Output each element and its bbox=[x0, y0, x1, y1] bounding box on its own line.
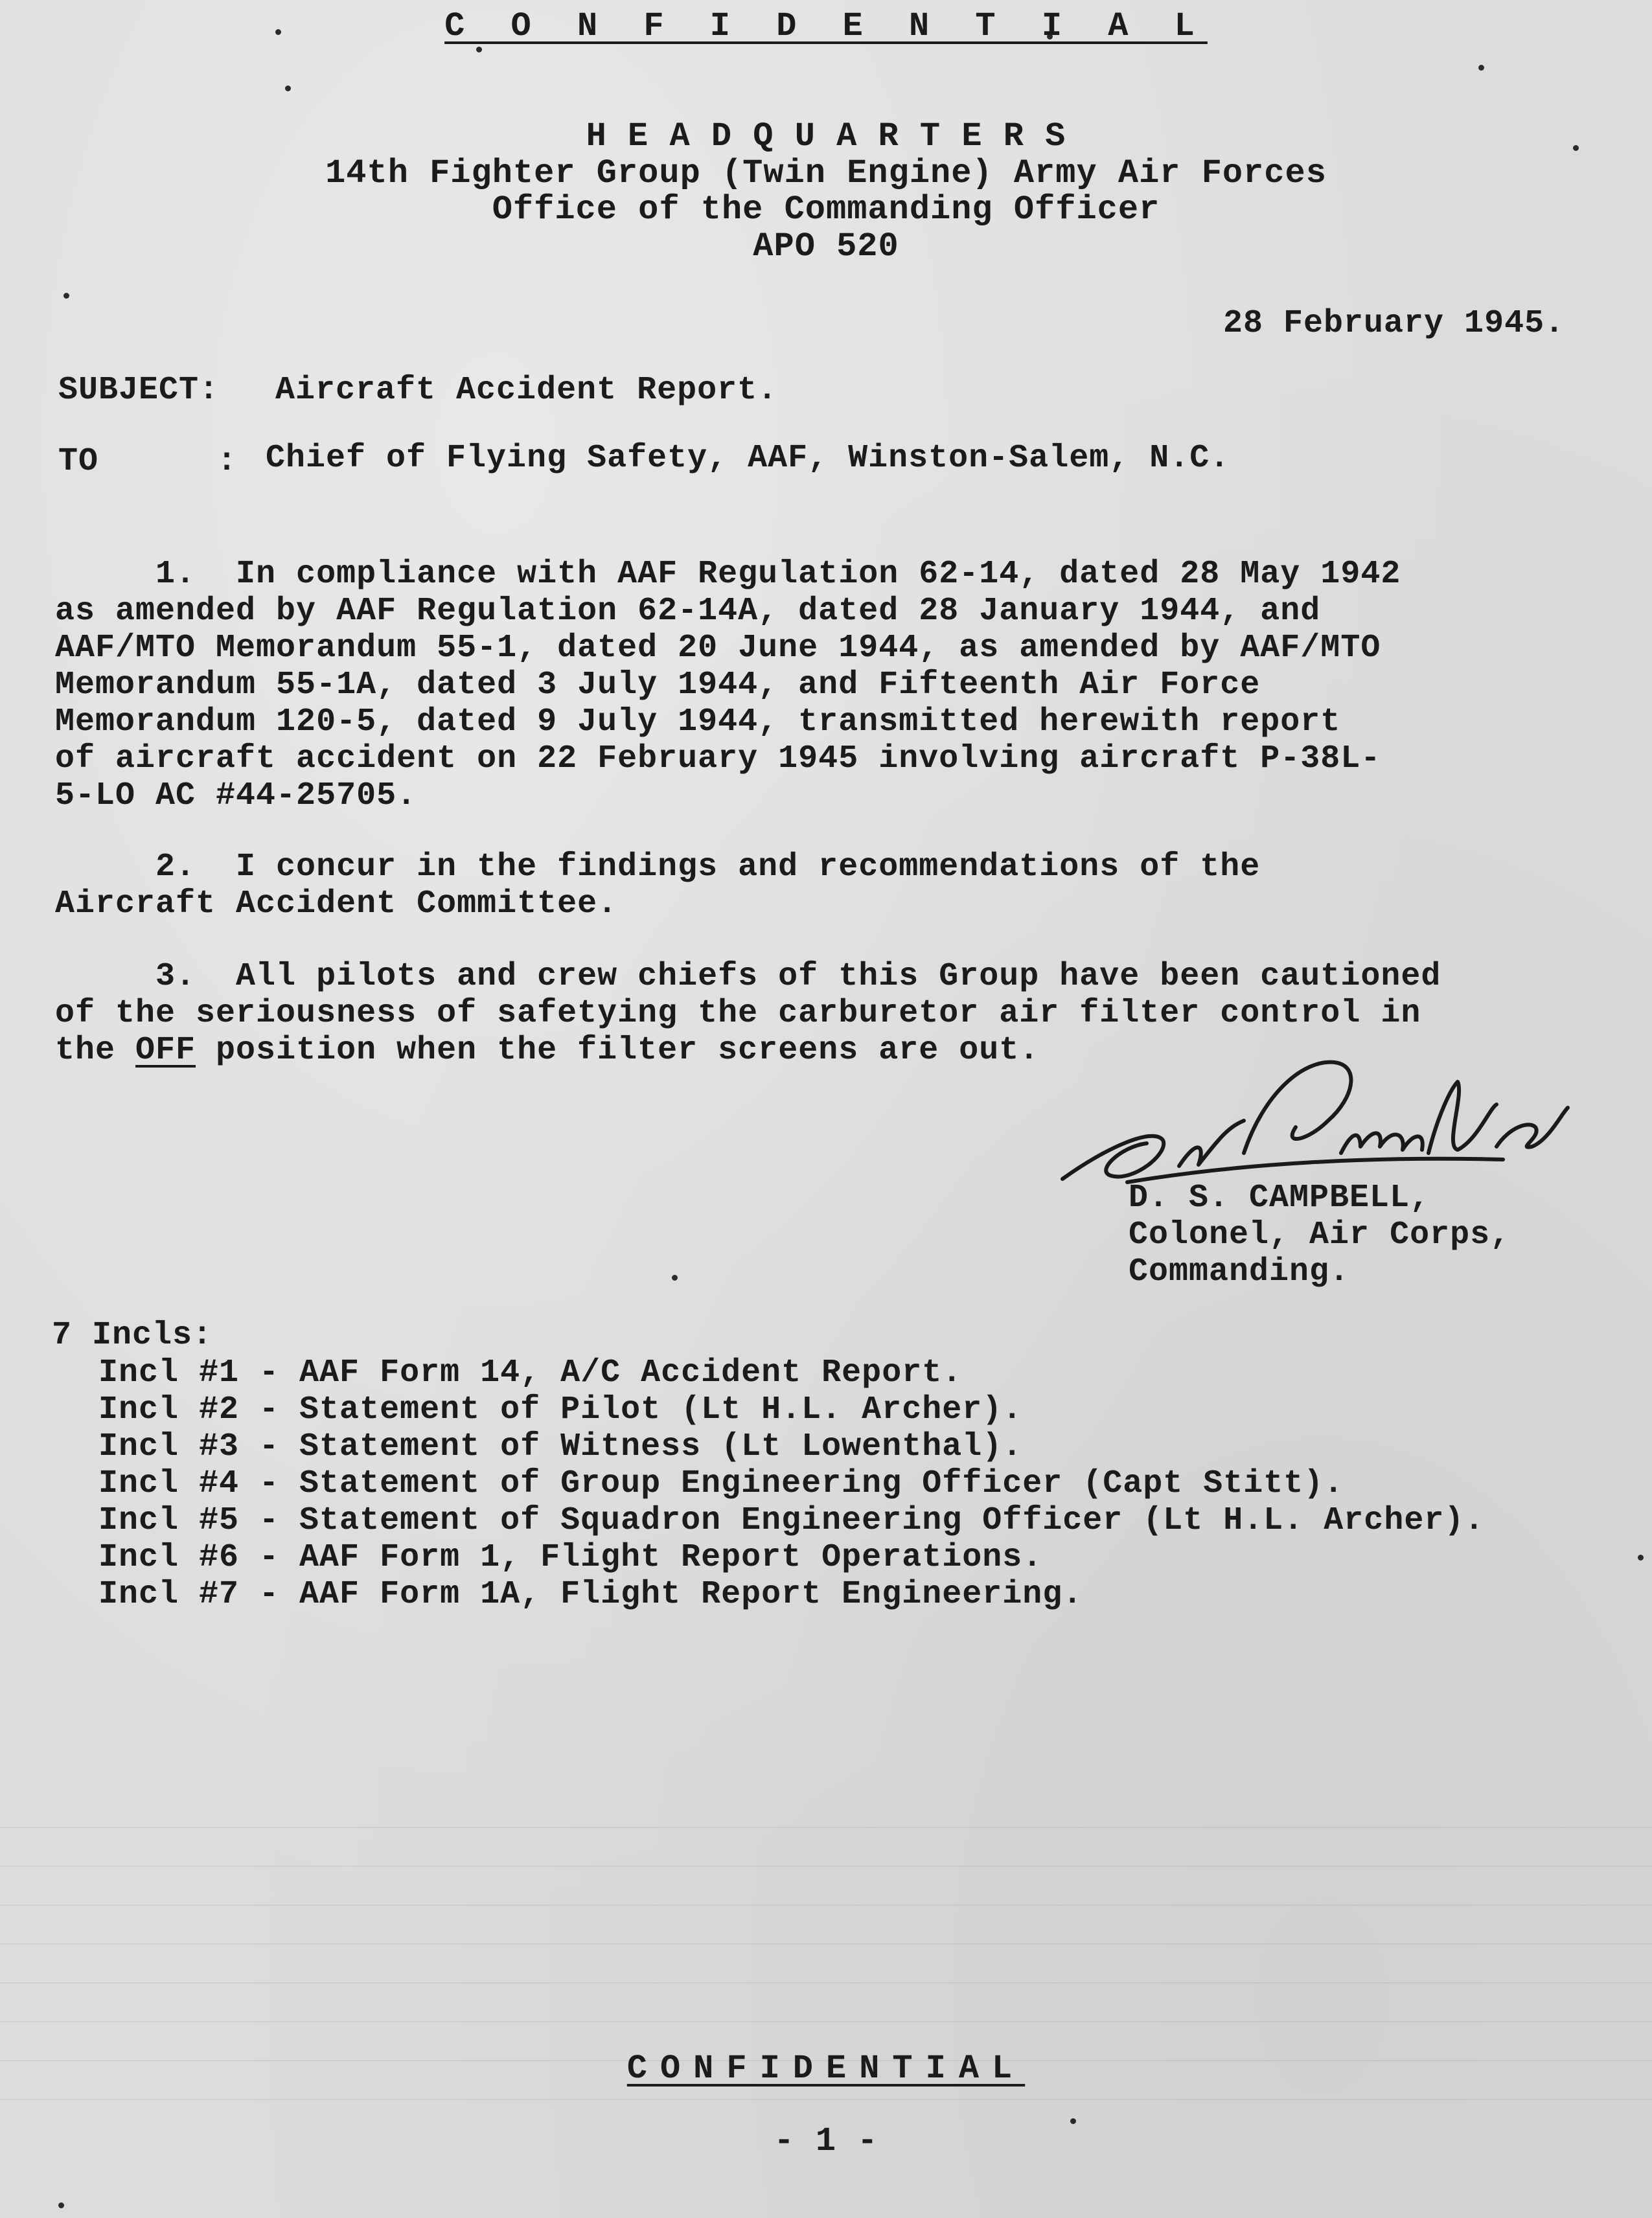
paragraph-line: as amended by AAF Regulation 62-14A, dated 28 January 1944, and bbox=[55, 593, 1321, 630]
inclosure-item: Incl #2 - Statement of Pilot (Lt H.L. Archer). bbox=[98, 1391, 1023, 1428]
inclosure-item: Incl #4 - Statement of Group Engineering Officer (Capt Stitt). bbox=[98, 1465, 1344, 1502]
signer-rank: Colonel, Air Corps, bbox=[1129, 1217, 1511, 1253]
classification-top: C O N F I D E N T I A L bbox=[444, 7, 1208, 45]
paragraph-line: Memorandum 120-5, dated 9 July 1944, transmitted herewith report bbox=[55, 703, 1341, 740]
headquarters-title: H E A D Q U A R T E R S bbox=[586, 117, 1066, 155]
office-name: Office of the Commanding Officer bbox=[492, 190, 1160, 229]
text-before-off: the bbox=[55, 1032, 136, 1069]
signer-name: D. S. CAMPBELL, bbox=[1129, 1180, 1430, 1217]
page-number: - 1 - bbox=[774, 2122, 878, 2160]
subject-label: SUBJECT: bbox=[58, 372, 220, 409]
to-value: Chief of Flying Safety, AAF, Winston-Salem, N.C. bbox=[266, 440, 1230, 477]
subject-value: Aircraft Accident Report. bbox=[275, 372, 778, 409]
inclosures-title: 7 Incls: bbox=[52, 1317, 213, 1354]
unit-name: 14th Fighter Group (Twin Engine) Army Air Forces bbox=[325, 154, 1327, 192]
signer-role: Commanding. bbox=[1129, 1253, 1350, 1290]
paragraph-line: 3. All pilots and crew chiefs of this Group have been cautioned bbox=[55, 958, 1441, 995]
inclosure-item: Incl #5 - Statement of Squadron Engineering Officer (Lt H.L. Archer). bbox=[98, 1502, 1485, 1539]
paragraph-line: Aircraft Accident Committee. bbox=[55, 886, 618, 922]
letter-date: 28 February 1945. bbox=[1223, 305, 1565, 342]
paragraph-line: AAF/MTO Memorandum 55-1, dated 20 June 1944, as amended by AAF/MTO bbox=[55, 630, 1381, 667]
to-label: TO bbox=[58, 443, 99, 480]
paragraph-line: of aircraft accident on 22 February 1945 involving aircraft P-38L- bbox=[55, 740, 1381, 777]
paragraph-line: 1. In compliance with AAF Regulation 62-14, dated 28 May 1942 bbox=[55, 556, 1401, 593]
paragraph-line: 5-LO AC #44-25705. bbox=[55, 777, 417, 814]
text-after-off: position when the filter screens are out. bbox=[196, 1032, 1040, 1069]
inclosure-item: Incl #6 - AAF Form 1, Flight Report Operations. bbox=[98, 1539, 1043, 1576]
classification-bottom: CONFIDENTIAL bbox=[626, 2050, 1026, 2088]
off-emphasis: OFF bbox=[135, 1032, 196, 1069]
to-colon: : bbox=[217, 443, 238, 480]
paragraph-line: Memorandum 55-1A, dated 3 July 1944, and Fifteenth Air Force bbox=[55, 667, 1261, 703]
paragraph-line bbox=[55, 1032, 1040, 1069]
inclosure-item: Incl #7 - AAF Form 1A, Flight Report Engineering. bbox=[98, 1576, 1083, 1613]
paragraph-line: of the seriousness of safetying the carburetor air filter control in bbox=[55, 995, 1421, 1032]
paragraph-line: 2. I concur in the findings and recommendations of the bbox=[55, 849, 1261, 886]
inclosure-item: Incl #3 - Statement of Witness (Lt Lowenthal). bbox=[98, 1428, 1023, 1465]
apo-number: APO 520 bbox=[753, 227, 899, 266]
inclosure-item: Incl #1 - AAF Form 14, A/C Accident Report. bbox=[98, 1355, 963, 1391]
